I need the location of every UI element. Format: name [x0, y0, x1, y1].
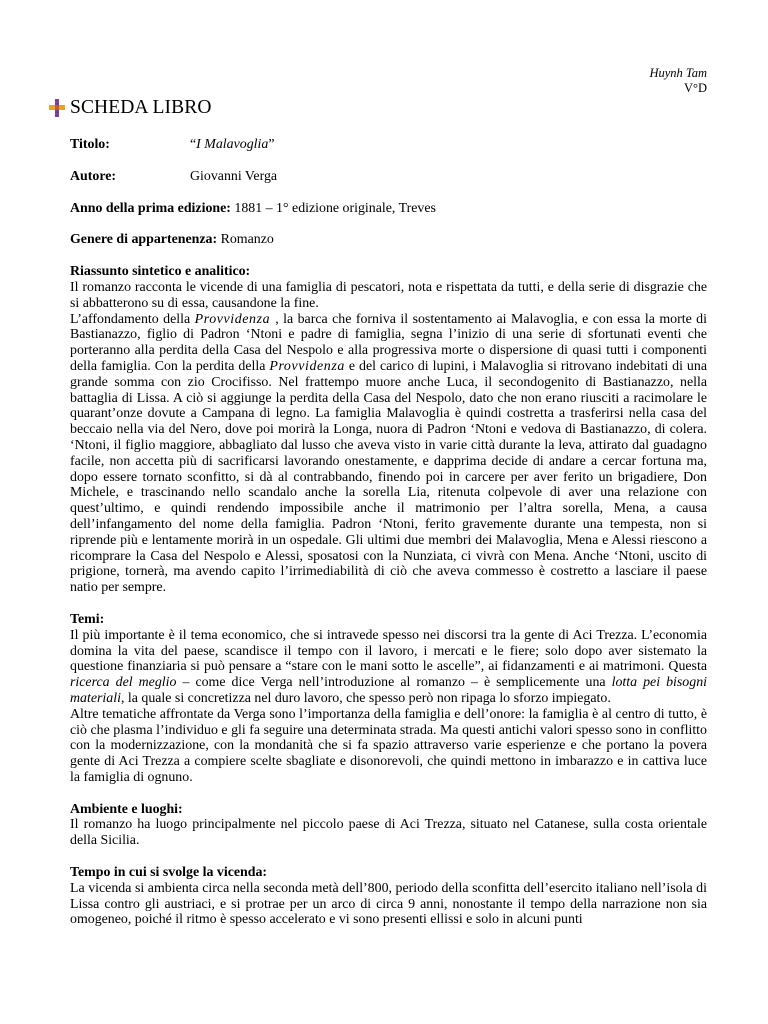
genere-value: Romanzo	[217, 232, 274, 248]
anno-label: Anno della prima edizione:	[70, 200, 231, 216]
temi-paragraph-1: Il più importante è il tema economico, che si intravede spesso nei discorsi tra la gente di Aci Trezza. L’economia domina la vita del paese, scandisce il tempo con il lavoro, i mercati e le fiere; solo dopo aver sistemato la questione finanziaria si può pensare a “stare con le mani sotto le ascelle”, ai fidanzamenti e ai matrimoni. Questa ricerca del meglio – come dice Verga nell’introduzione al romanzo – è semplicemente una lotta pei bisogni materiali, la quale si concretizza nel duro lavoro, che spesso però non ripaga lo sforzo impiegato.	[70, 627, 707, 706]
ambiente-title: Ambiente e luoghi:	[70, 801, 183, 817]
riassunto-paragraph-2: L’affondamento della Provvidenza , la barca che forniva il sostentamento ai Malavoglia, e con essa la morte di Bastianazzo, figlio di Padron ‘Ntoni e padre di famiglia, segna l’inizio di una serie di sfortunati eventi che porteranno alla perdita della Casa del Nespolo e alla progressiva morte o dispersione di quasi tutti i componenti della famiglia. Con la perdita della Provvidenza e del carico di lupini, i Malavoglia si ritrovano indebitati di una grande somma con zio Crocifisso. Nel frattempo muore anche Luca, il secondogenito di Bastianazzo, nella battaglia di Lissa. A ciò si aggiunge la perdita della Casa del Nespolo, dato che non erano riusciti a racimolare le quarant’onze dovute a Campana di legno. La famiglia Malavoglia è quindi costretta a trasferirsi nella casa del beccaio nella via del Nero, dove poi morirà la Longa, nuora di Padron ‘Ntoni e vedova di Bastianazzo, di colera. ‘Ntoni, il figlio maggiore, abbagliato dal lusso che aveva visto in varie città durante la leva, attirato dal guadagno facile, non accetta più di sacrificarsi lavorando onestamente, e dapprima decide di andare a cercar fortuna ma, dopo essere tornato sconfitto, si dà al contrabbando, finendo poi in carcere per aver ferito un brigadiere, Don Michele, e trascinando nello scandalo anche la sorella Lia, ritenuta colpevole di aver una relazione con quest’ultimo, e quindi rendendo impossibile anche il matrimonio per l’altra sorella, Mena, a causa dell’infangamento del nome della famiglia. Padron ‘Ntoni, ferito gravemente durante una tempesta, non si riprende più e lentamente morirà in un ospedale. Gli ultimi due membri dei Malavoglia, Mena e Alessi riescono a ricomprare la Casa del Nespolo e Alessi, sposatosi con la Nunziata, ci vivrà con Mena. Anche ‘Ntoni, uscito di prigione, tornerà, ma avendo capito l’irrimediabilità di ciò che aveva commesso è costretto a lasciare il paese natio per sempre.	[70, 311, 707, 596]
riassunto-title: Riassunto sintetico e analitico:	[70, 264, 251, 280]
autore-value: Giovanni Verga	[190, 168, 278, 184]
titolo-field	[70, 137, 707, 153]
tempo-paragraph: La vicenda si ambienta circa nella seconda metà dell’800, periodo della sconfitta dell’esercito italiano nell’isola di Lissa contro gli austriaci, e si protrae per un arco di circa 9 anni, nonostante il tempo della narrazione non sia omogeneo, poiché il ritmo è spesso accelerato e vi sono presenti ellissi e solo in alcuni punti	[70, 880, 707, 928]
cross-bullet-icon	[49, 99, 65, 117]
autore-label: Autore:	[70, 168, 117, 184]
tempo-title: Tempo in cui si svolge la vicenda:	[70, 865, 268, 881]
titolo-value: “I Malavoglia”	[190, 137, 275, 152]
temi-title: Temi:	[70, 611, 105, 627]
author-class: V°D	[683, 81, 707, 95]
document-body	[70, 137, 707, 928]
author-name: Huynh Tam	[649, 66, 707, 80]
anno-field	[70, 201, 707, 217]
author-block	[649, 66, 707, 96]
titolo-label: Titolo:	[70, 137, 110, 152]
riassunto-paragraph-1: Il romanzo racconta le vicende di una famiglia di pescatori, nota e rispettata da tutti, e della serie di disgrazie che si abbatterono su di essa, causandone la fine.	[70, 279, 707, 311]
genere-label: Genere di appartenenza:	[70, 232, 218, 248]
autore-field	[70, 169, 707, 185]
anno-value: 1881 – 1° edizione originale, Treves	[230, 200, 436, 216]
page-heading	[49, 96, 212, 120]
page-title: SCHEDA LIBRO	[70, 97, 212, 118]
genere-field	[70, 232, 707, 248]
ambiente-paragraph: Il romanzo ha luogo principalmente nel piccolo paese di Aci Trezza, situato nel Catanese, sulla costa orientale della Sicilia.	[70, 817, 707, 849]
temi-paragraph-2: Altre tematiche affrontate da Verga sono l’importanza della famiglia e dell’onore: la famiglia è al centro di tutto, è ciò che plasma l’individuo e gli fa seguire una determinata strada. Ma questi antichi valori spesso sono in conflitto con la modernizzazione, con la mondanità che si fa spazio attraverso varie esperienze e che portano la povera gente di Aci Trezza a compiere scelte sbagliate e disonorevoli, che quindi mettono in imbarazzo e in cattiva luce la famiglia di ognuno.	[70, 706, 707, 785]
